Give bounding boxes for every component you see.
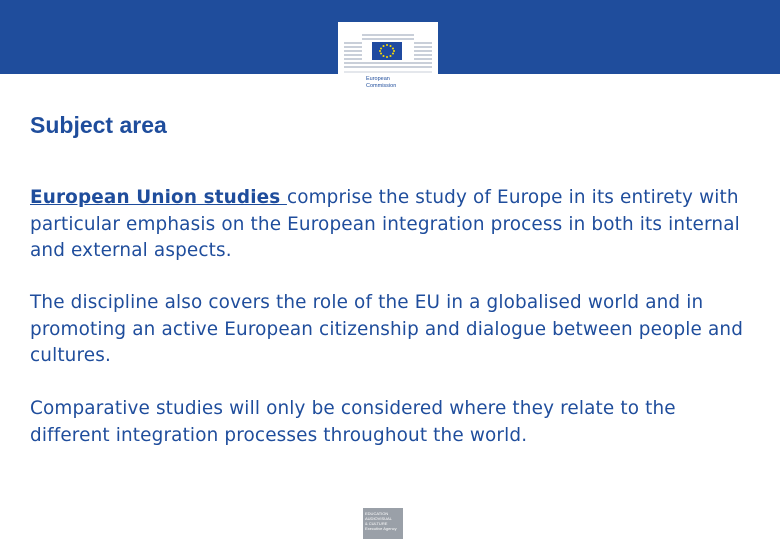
paragraph-2: The discipline also covers the role of the EU in a globalised world and in promoting an active European citizenship and dialogue between people and cultures. [30, 292, 744, 366]
logo-text-line2: Commission [366, 83, 397, 89]
paragraph-3: Comparative studies will only be considered where they relate to the different integration processes throughout the world. [30, 398, 676, 446]
european-commission-logo [338, 22, 438, 94]
slide-title: Subject area [30, 112, 167, 138]
eacea-line-4: Executive Agency [365, 526, 397, 531]
paragraph-1 [30, 185, 760, 265]
highlight-term: European Union studies [30, 187, 287, 208]
logo-text-line1: European [366, 76, 390, 82]
eacea-line-3: & CULTURE [365, 521, 388, 526]
eacea-logo [363, 508, 403, 539]
paragraph-1-text: comprise the study of Europe in its entirety with particular emphasis on the European integration process in both its internal and external aspects. [30, 187, 740, 261]
eacea-line-1: EDUCATION [365, 511, 389, 516]
eacea-line-2: AUDIOVISUAL [365, 516, 392, 521]
